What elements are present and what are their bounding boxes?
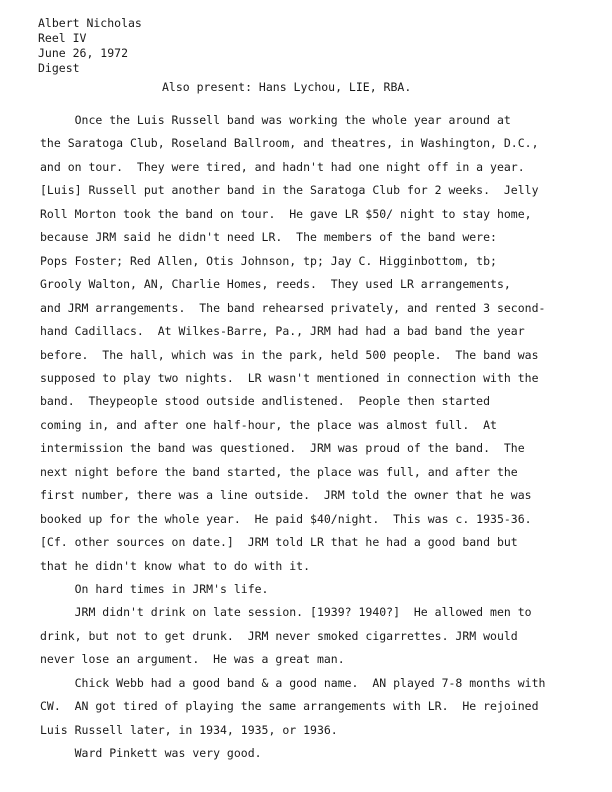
transcript-line: Pops Foster; Red Allen, Otis Johnson, tp; Jay C. Higginbottom, tb; (40, 253, 497, 268)
transcript-line: and JRM arrangements. The band rehearsed privately, and rented 3 second- (40, 300, 546, 315)
transcript-line: before. The hall, which was in the park, held 500 people. The band was (40, 347, 539, 362)
transcript-line: [Luis] Russell put another band in the Saratoga Club for 2 weeks. Jelly (40, 183, 539, 198)
interview-date: June 26, 1972 (38, 46, 129, 60)
transcript-line: Ward Pinkett was very good. (40, 746, 262, 761)
transcript-line: [Cf. other sources on date.] JRM told LR that he had a good band but (40, 535, 518, 550)
document-header (38, 16, 142, 76)
transcript-line: hand Cadillacs. At Wilkes-Barre, Pa., JRM had had a bad band the year (40, 324, 525, 339)
reel-number: Reel IV (38, 31, 87, 45)
transcript-line: never lose an argument. He was a great man. (40, 652, 345, 667)
transcript-line: and on tour. They were tired, and hadn't had one night off in a year. (40, 159, 525, 174)
transcript-line: drink, but not to get drunk. JRM never smoked cigarrettes. JRM would (40, 628, 518, 643)
transcript-line: booked up for the whole year. He paid $40/night. This was c. 1935-36. (40, 511, 532, 526)
document-type: Digest (38, 61, 80, 75)
interviewee-name: Albert Nicholas (38, 16, 142, 30)
transcript-line: Roll Morton took the band on tour. He gave LR $50/ night to stay home, (40, 206, 532, 221)
transcript-line: band. Theypeople stood outside andlistened. People then started (40, 394, 491, 409)
also-present-line: Also present: Hans Lychou, LIE, RBA. (162, 80, 412, 94)
transcript-line: coming in, and after one half-hour, the place was almost full. At (40, 417, 497, 432)
transcript-line: Once the Luis Russell band was working the whole year around at (40, 113, 511, 127)
transcript-line: On hard times in JRM's life. (40, 582, 269, 596)
transcript-line: supposed to play two nights. LR wasn't mentioned in connection with the (40, 370, 539, 385)
transcript-line: because JRM said he didn't need LR. The members of the band were: (40, 230, 497, 245)
transcript-line: JRM didn't drink on late session. [1939? 1940?] He allowed men to (40, 605, 532, 620)
transcript-line: next night before the band started, the place was full, and after the (40, 464, 518, 479)
transcript-line: first number, there was a line outside. JRM told the owner that he was (40, 488, 532, 503)
transcript-line: the Saratoga Club, Roseland Ballroom, and theatres, in Washington, D.C., (40, 136, 539, 151)
transcript-line: Chick Webb had a good band & a good name. AN played 7-8 months with (40, 675, 546, 690)
transcript-line: intermission the band was questioned. JRM was proud of the band. The (40, 441, 525, 456)
transcript-line: that he didn't know what to do with it. (40, 558, 311, 573)
transcript-line: Grooly Walton, AN, Charlie Homes, reeds. They used LR arrangements, (40, 277, 511, 292)
transcript-line: Luis Russell later, in 1934, 1935, or 1936. (40, 722, 338, 737)
transcript-line: CW. AN got tired of playing the same arrangements with LR. He rejoined (40, 699, 539, 714)
